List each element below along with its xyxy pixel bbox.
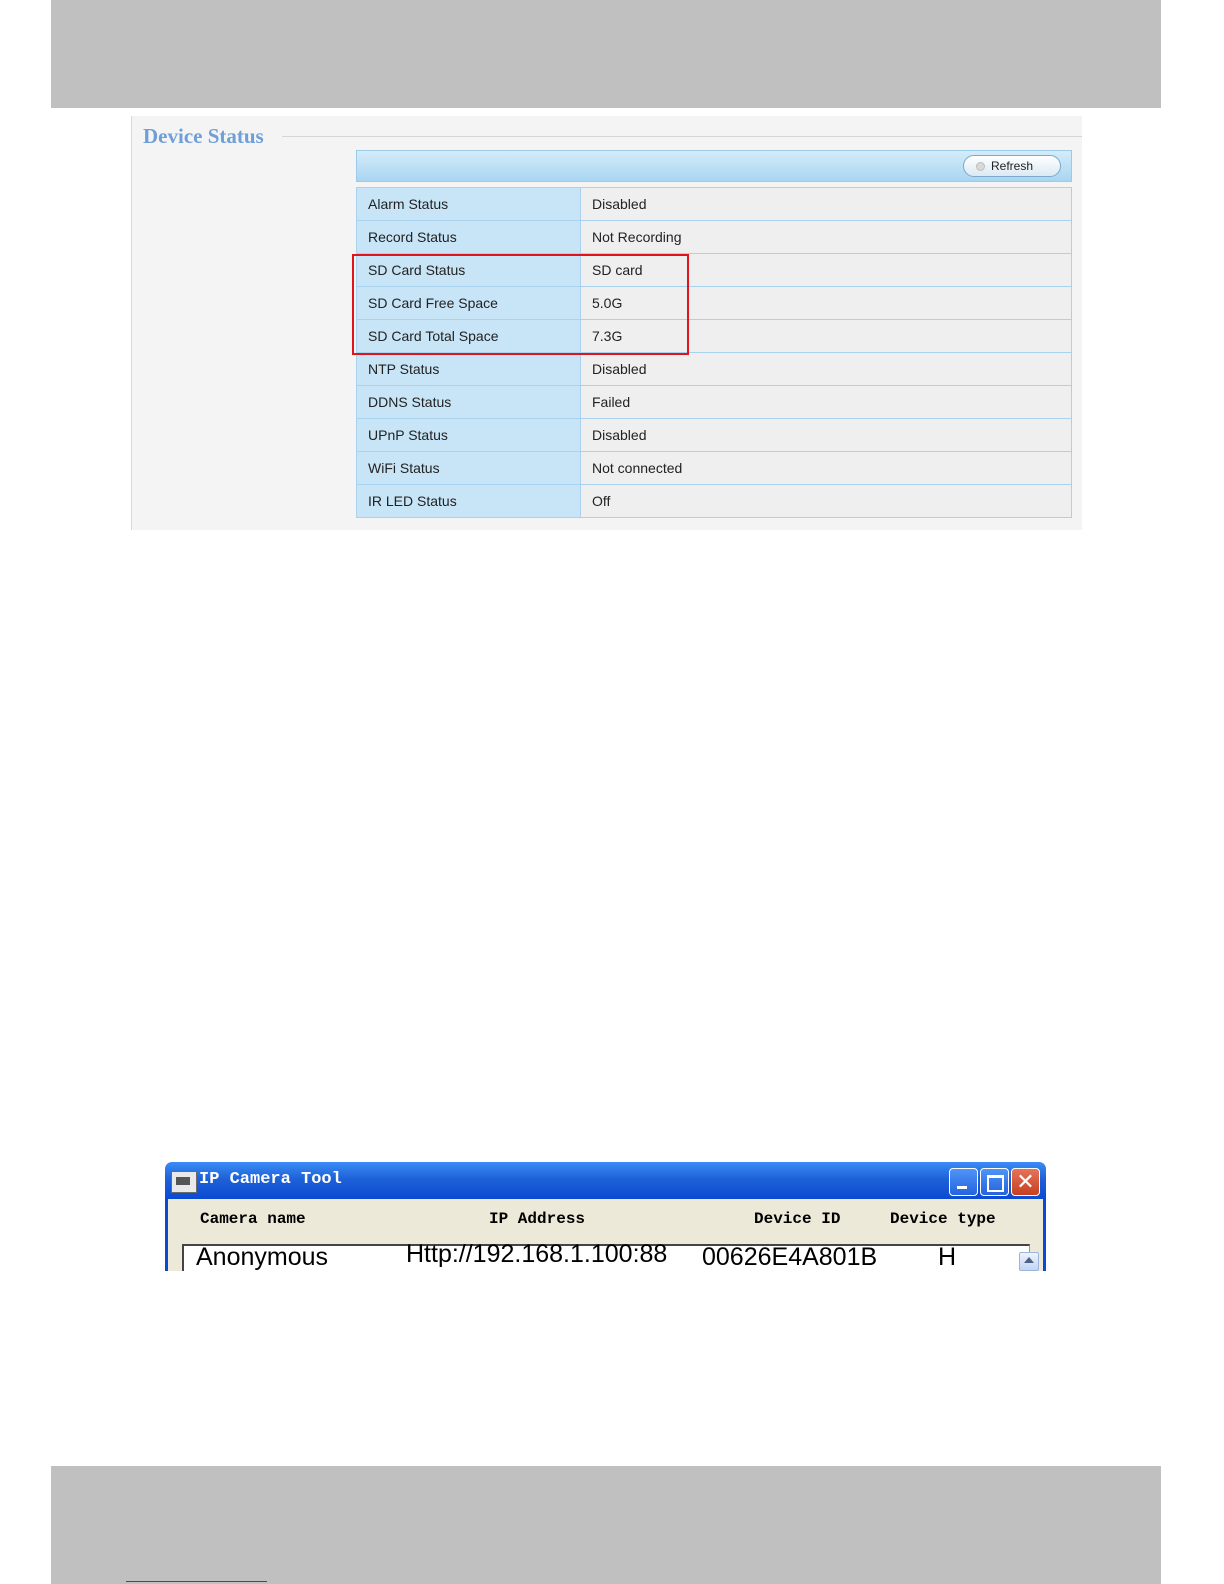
- table-row: [357, 188, 1072, 221]
- status-value: Off: [581, 485, 1072, 518]
- sd-card-highlight-box: [352, 254, 689, 355]
- minimize-icon: [957, 1186, 967, 1189]
- scroll-up-arrow-icon[interactable]: [1019, 1252, 1039, 1271]
- column-header-ip-address[interactable]: IP Address: [489, 1210, 586, 1228]
- minimize-button[interactable]: [949, 1168, 978, 1196]
- table-row: [357, 485, 1072, 518]
- status-label: Alarm Status: [357, 188, 581, 221]
- window-client-area: [165, 1199, 1046, 1271]
- device-id-cell[interactable]: 00626E4A801B: [702, 1243, 878, 1271]
- window-titlebar[interactable]: [165, 1162, 1046, 1199]
- column-header-device-id[interactable]: Device ID: [754, 1210, 841, 1228]
- status-label: SD Card Free Space: [357, 287, 581, 320]
- ip-camera-tool-window: [165, 1162, 1046, 1271]
- panel-title: Device Status: [143, 124, 270, 149]
- status-label: DDNS Status: [357, 386, 581, 419]
- title-divider: [282, 136, 1082, 137]
- footer-link-underline[interactable]: [126, 1581, 267, 1582]
- refresh-icon: [976, 162, 985, 171]
- status-value: 5.0G: [581, 287, 1072, 320]
- status-label: Record Status: [357, 221, 581, 254]
- table-row: [357, 386, 1072, 419]
- refresh-label: Refresh: [991, 159, 1034, 173]
- status-value: SD card: [581, 254, 1072, 287]
- camera-app-icon: [171, 1171, 197, 1193]
- maximize-icon: [987, 1175, 1004, 1192]
- window-title: IP Camera Tool: [199, 1170, 342, 1189]
- status-label: NTP Status: [357, 353, 581, 386]
- status-label: IR LED Status: [357, 485, 581, 518]
- table-row: [357, 353, 1072, 386]
- status-label: SD Card Status: [357, 254, 581, 287]
- camera-name-cell[interactable]: Anonymous: [196, 1243, 329, 1271]
- status-value: Not connected: [581, 452, 1072, 485]
- status-label: UPnP Status: [357, 419, 581, 452]
- device-type-cell[interactable]: H: [938, 1243, 957, 1271]
- status-value: 7.3G: [581, 320, 1072, 353]
- status-toolbar: [356, 150, 1072, 182]
- maximize-button[interactable]: [980, 1168, 1009, 1196]
- close-button[interactable]: [1011, 1168, 1040, 1196]
- table-row: [357, 221, 1072, 254]
- status-value: Failed: [581, 386, 1072, 419]
- camera-list[interactable]: [182, 1240, 1030, 1271]
- status-label: WiFi Status: [357, 452, 581, 485]
- table-row: [357, 452, 1072, 485]
- table-row: [357, 419, 1072, 452]
- status-value: Disabled: [581, 188, 1072, 221]
- ip-address-cell[interactable]: Http://192.168.1.100:88: [406, 1240, 668, 1268]
- refresh-button[interactable]: [963, 155, 1061, 177]
- status-value: Disabled: [581, 353, 1072, 386]
- column-header-device-type[interactable]: Device type: [890, 1210, 996, 1228]
- status-label: SD Card Total Space: [357, 320, 581, 353]
- column-header-camera-name[interactable]: Camera name: [200, 1210, 306, 1228]
- page-footer-band: [51, 1466, 1161, 1584]
- status-value: Not Recording: [581, 221, 1072, 254]
- page-header-band: [51, 0, 1161, 108]
- status-value: Disabled: [581, 419, 1072, 452]
- close-icon: ✕: [1016, 1169, 1035, 1194]
